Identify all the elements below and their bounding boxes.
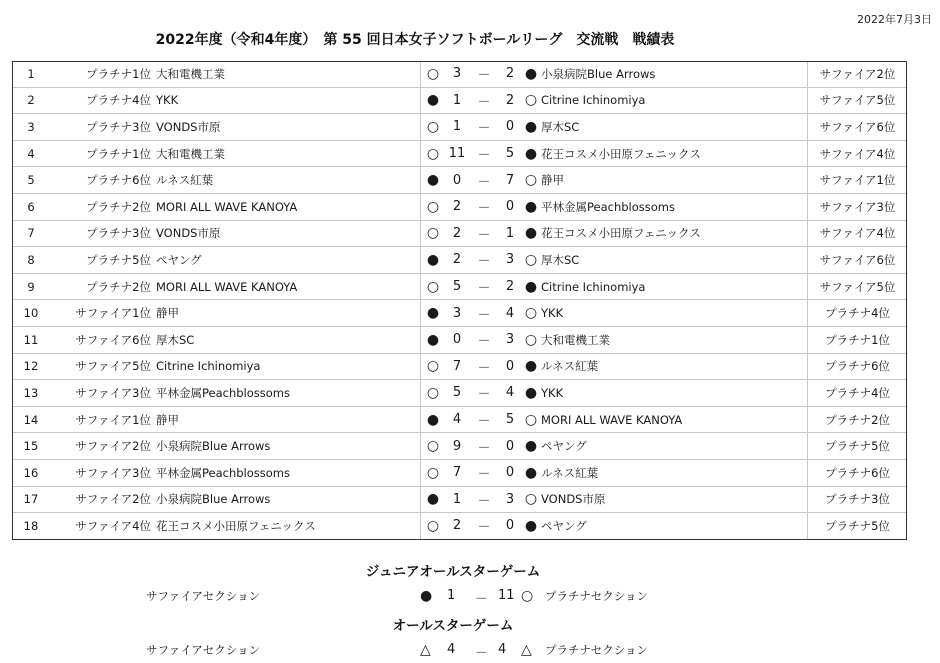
junior-allstar-title: ジュニアオールスターゲーム: [365, 564, 541, 580]
team2-result-mark: ●: [521, 114, 541, 141]
team1-result-mark: ●: [421, 486, 446, 513]
team1-rank: プラチナ3位: [50, 220, 155, 247]
page-title: 2022年度（令和4年度） 第 55 回日本女子ソフトボールリーグ 交流戦 戦績表: [155, 32, 675, 48]
team1-name: ペヤング: [155, 247, 421, 274]
score-dash: －: [469, 87, 499, 114]
team1-score: 7: [445, 353, 469, 380]
team2-rank: サファイア6位: [808, 114, 908, 141]
team1-name: 厚木SC: [155, 326, 421, 353]
game-number: 14: [12, 406, 50, 433]
team1-result-mark: ○: [421, 140, 446, 167]
team2-name: 花王コスメ小田原フェニックス: [541, 220, 808, 247]
team1-rank: サファイア4位: [75, 518, 151, 533]
team1-name: MORI ALL WAVE KANOYA: [155, 273, 421, 300]
team2-result-mark: ○: [521, 326, 541, 353]
game-number: 7: [12, 220, 50, 247]
junior-result-mark-left: ●: [420, 588, 433, 604]
team2-result-mark: ○: [521, 300, 541, 327]
team1-name: 大和電機工業: [155, 140, 421, 167]
team2-result-mark: ●: [521, 193, 541, 220]
allstar-result-mark-left: △: [420, 642, 431, 658]
team2-name: 厚木SC: [541, 114, 808, 141]
team1-rank: サファイア1位: [50, 300, 155, 327]
team1-name: 花王コスメ小田原フェニックス: [155, 513, 421, 539]
team2-score: 1: [499, 220, 521, 247]
team1-rank: プラチナ6位: [50, 167, 155, 194]
team1-name: 小泉病院Blue Arrows: [155, 486, 421, 513]
team1-result-mark: ○: [421, 459, 446, 486]
team1-rank: プラチナ3位: [50, 114, 155, 141]
allstar-score-left: 4: [447, 642, 456, 657]
team1-score: 0: [445, 326, 469, 353]
team2-name: YKK: [541, 300, 808, 327]
team2-score: 0: [499, 353, 521, 380]
score-dash: －: [469, 273, 499, 300]
game-number: 16: [12, 459, 50, 486]
team2-name: 花王コスメ小田原フェニックス: [541, 140, 808, 167]
team1-score: 3: [445, 61, 469, 87]
score-dash: －: [469, 406, 499, 433]
team2-result-mark: ●: [521, 220, 541, 247]
team1-score: 1: [445, 87, 469, 114]
team2-score: 0: [499, 114, 521, 141]
team1-result-mark: ●: [421, 87, 446, 114]
score-dash: －: [469, 61, 499, 87]
team2-name: 静甲: [541, 167, 808, 194]
team2-score: 3: [499, 326, 521, 353]
team2-score: 7: [499, 167, 521, 194]
score-dash: －: [469, 300, 499, 327]
team2-score: 0: [499, 459, 521, 486]
team2-result-mark: ○: [521, 247, 541, 274]
team1-score: 5: [445, 380, 469, 407]
table-row: [12, 193, 907, 220]
game-number: 17: [12, 486, 50, 513]
allstar-result-mark-right: △: [521, 642, 532, 658]
team1-rank: プラチナ4位: [50, 87, 155, 114]
team1-result-mark: ○: [421, 193, 446, 220]
table-row: [12, 220, 907, 247]
team2-name: VONDS市原: [541, 486, 808, 513]
allstar-result: [0, 642, 940, 662]
team1-name: YKK: [155, 87, 421, 114]
team2-name: 厚木SC: [541, 247, 808, 274]
team1-score: 1: [445, 114, 469, 141]
team2-name: YKK: [541, 380, 808, 407]
team2-result-mark: ●: [521, 380, 541, 407]
game-number: 5: [12, 167, 50, 194]
table-row: [12, 167, 907, 194]
game-number: 10: [12, 300, 50, 327]
allstar-score-dash: －: [475, 646, 489, 661]
team1-rank: サファイア3位: [50, 459, 155, 486]
team1-rank: プラチナ2位: [50, 273, 155, 300]
team1-score: 4: [445, 406, 469, 433]
team2-score: 0: [505, 518, 515, 534]
team2-name: ルネス紅葉: [541, 459, 808, 486]
team1-name: MORI ALL WAVE KANOYA: [155, 193, 421, 220]
team1-name: 静甲: [155, 406, 421, 433]
table-row: [12, 486, 907, 513]
team1-score: 3: [445, 300, 469, 327]
team1-result-mark: ●: [421, 406, 446, 433]
score-dash: －: [469, 220, 499, 247]
allstar-score-right: 4: [498, 642, 507, 657]
team2-result-mark: ●: [521, 273, 541, 300]
team2-name: 小泉病院Blue Arrows: [541, 61, 808, 87]
table-row: [12, 300, 907, 327]
game-number: 11: [12, 326, 50, 353]
team2-score: 0: [499, 193, 521, 220]
team2-rank: サファイア5位: [808, 87, 908, 114]
junior-team-left: サファイアセクション: [146, 589, 261, 603]
team2-result-mark: ●: [524, 517, 538, 534]
team2-rank: プラチナ1位: [808, 326, 908, 353]
team2-rank: サファイア3位: [808, 193, 908, 220]
team2-name: Citrine Ichinomiya: [541, 87, 808, 114]
team1-result-mark: ○: [421, 220, 446, 247]
score-dash: －: [477, 520, 491, 536]
score-dash: －: [469, 380, 499, 407]
results-table-body: [12, 61, 907, 539]
table-row: [12, 433, 907, 460]
score-dash: －: [469, 326, 499, 353]
junior-score-dash: －: [475, 592, 489, 607]
team1-score: 2: [445, 193, 469, 220]
team1-rank: サファイア3位: [50, 380, 155, 407]
team2-rank: プラチナ4位: [808, 380, 908, 407]
junior-allstar-result: [0, 588, 940, 608]
table-row: [12, 273, 907, 300]
team1-result-mark: ○: [421, 273, 446, 300]
team2-rank: サファイア5位: [808, 273, 908, 300]
allstar-team-left: サファイアセクション: [146, 643, 261, 657]
team2-result-mark: ●: [521, 61, 541, 87]
junior-team-right: プラチナセクション: [545, 589, 649, 603]
team1-name: Citrine Ichinomiya: [155, 353, 421, 380]
score-dash: －: [469, 433, 499, 460]
score-dash: －: [469, 167, 499, 194]
team2-score: 0: [499, 433, 521, 460]
junior-score-left: 1: [447, 588, 456, 603]
team1-rank: サファイア1位: [50, 406, 155, 433]
table-row: [12, 114, 907, 141]
team1-name: 大和電機工業: [155, 61, 421, 87]
table-row: [12, 406, 907, 433]
team2-score: 2: [499, 87, 521, 114]
team1-name: VONDS市原: [155, 220, 421, 247]
team1-name: ルネス紅葉: [155, 167, 421, 194]
team2-result-mark: ●: [521, 140, 541, 167]
score-dash: －: [469, 486, 499, 513]
team1-result-mark: ○: [421, 61, 446, 87]
team1-rank: プラチナ5位: [50, 247, 155, 274]
team1-name: 平林金属Peachblossoms: [155, 380, 421, 407]
table-row: [12, 353, 907, 380]
game-number: 18: [23, 518, 39, 533]
score-dash: －: [469, 140, 499, 167]
team2-name: ルネス紅葉: [541, 353, 808, 380]
team2-name: ペヤング: [541, 433, 808, 460]
score-dash: －: [469, 459, 499, 486]
game-number: 9: [12, 273, 50, 300]
table-row: [12, 513, 907, 539]
team2-rank: サファイア6位: [808, 247, 908, 274]
team1-name: VONDS市原: [155, 114, 421, 141]
table-row: [12, 87, 907, 114]
game-number: 8: [12, 247, 50, 274]
team1-rank: プラチナ1位: [50, 140, 155, 167]
team1-name: 平林金属Peachblossoms: [155, 459, 421, 486]
team1-name: 静甲: [155, 300, 421, 327]
team2-rank: サファイア4位: [808, 140, 908, 167]
table-row: [12, 247, 907, 274]
table-row: [12, 61, 907, 87]
team2-rank: プラチナ6位: [808, 353, 908, 380]
game-number: 15: [12, 433, 50, 460]
score-dash: －: [469, 247, 499, 274]
team2-score: 3: [499, 247, 521, 274]
team2-rank: プラチナ5位: [808, 433, 908, 460]
team2-result-mark: ○: [521, 87, 541, 114]
team1-score: 11: [445, 140, 469, 167]
score-dash: －: [469, 193, 499, 220]
team1-score: 1: [445, 486, 469, 513]
team1-score: 2: [452, 518, 462, 534]
game-number: 12: [12, 353, 50, 380]
team1-score: 0: [445, 167, 469, 194]
table-row: [12, 140, 907, 167]
team2-name: Citrine Ichinomiya: [541, 273, 808, 300]
allstar-team-right: プラチナセクション: [545, 643, 649, 657]
table-row: [12, 459, 907, 486]
team1-rank: サファイア5位: [50, 353, 155, 380]
team2-score: 3: [499, 486, 521, 513]
report-date: 2022年7月3日: [857, 13, 932, 26]
score-dash: －: [469, 114, 499, 141]
team1-result-mark: ○: [421, 353, 446, 380]
allstar-title: オールスターゲーム: [392, 618, 514, 634]
table-row: [12, 380, 907, 407]
team1-score: 9: [445, 433, 469, 460]
team2-score: 4: [499, 300, 521, 327]
team1-result-mark: ●: [421, 326, 446, 353]
team1-score: 2: [445, 220, 469, 247]
team2-rank: プラチナ6位: [808, 459, 908, 486]
game-number: 2: [12, 87, 50, 114]
team1-rank: プラチナ2位: [50, 193, 155, 220]
team1-result-mark: ○: [421, 380, 446, 407]
team1-score: 2: [445, 247, 469, 274]
team1-rank: プラチナ1位: [50, 61, 155, 87]
team1-result-mark: ○: [426, 517, 440, 534]
game-number: 4: [12, 140, 50, 167]
team1-name: 小泉病院Blue Arrows: [155, 433, 421, 460]
team2-rank: サファイア1位: [808, 167, 908, 194]
team2-rank: プラチナ3位: [808, 486, 908, 513]
table-row: [12, 326, 907, 353]
team1-rank: サファイア2位: [50, 486, 155, 513]
team2-name: ペヤング: [541, 513, 808, 539]
team2-score: 5: [499, 406, 521, 433]
team1-score: 5: [445, 273, 469, 300]
team2-rank: プラチナ4位: [808, 300, 908, 327]
team2-rank: プラチナ5位: [825, 518, 890, 533]
team1-score: 7: [445, 459, 469, 486]
team2-score: 5: [499, 140, 521, 167]
team1-result-mark: ●: [421, 167, 446, 194]
results-table: [12, 61, 907, 539]
team1-rank: サファイア6位: [50, 326, 155, 353]
team2-result-mark: ○: [521, 486, 541, 513]
team1-result-mark: ●: [421, 300, 446, 327]
game-number: 13: [12, 380, 50, 407]
team2-name: 大和電機工業: [541, 326, 808, 353]
game-number: 3: [12, 114, 50, 141]
game-number: 6: [12, 193, 50, 220]
team2-result-mark: ●: [521, 459, 541, 486]
game-number: 1: [12, 61, 50, 87]
team2-rank: プラチナ2位: [808, 406, 908, 433]
team2-result-mark: ○: [521, 167, 541, 194]
score-dash: －: [469, 353, 499, 380]
team2-score: 2: [499, 61, 521, 87]
team2-score: 4: [499, 380, 521, 407]
team1-result-mark: ○: [421, 433, 446, 460]
junior-result-mark-right: ○: [521, 588, 534, 604]
team1-result-mark: ●: [421, 247, 446, 274]
team2-name: MORI ALL WAVE KANOYA: [541, 406, 808, 433]
team2-rank: サファイア2位: [808, 61, 908, 87]
team2-rank: サファイア4位: [808, 220, 908, 247]
team2-result-mark: ○: [521, 406, 541, 433]
team2-name: 平林金属Peachblossoms: [541, 193, 808, 220]
team2-result-mark: ●: [521, 353, 541, 380]
team2-result-mark: ●: [521, 433, 541, 460]
team2-score: 2: [499, 273, 521, 300]
junior-score-right: 11: [498, 588, 515, 603]
team1-result-mark: ○: [421, 114, 446, 141]
team1-rank: サファイア2位: [50, 433, 155, 460]
